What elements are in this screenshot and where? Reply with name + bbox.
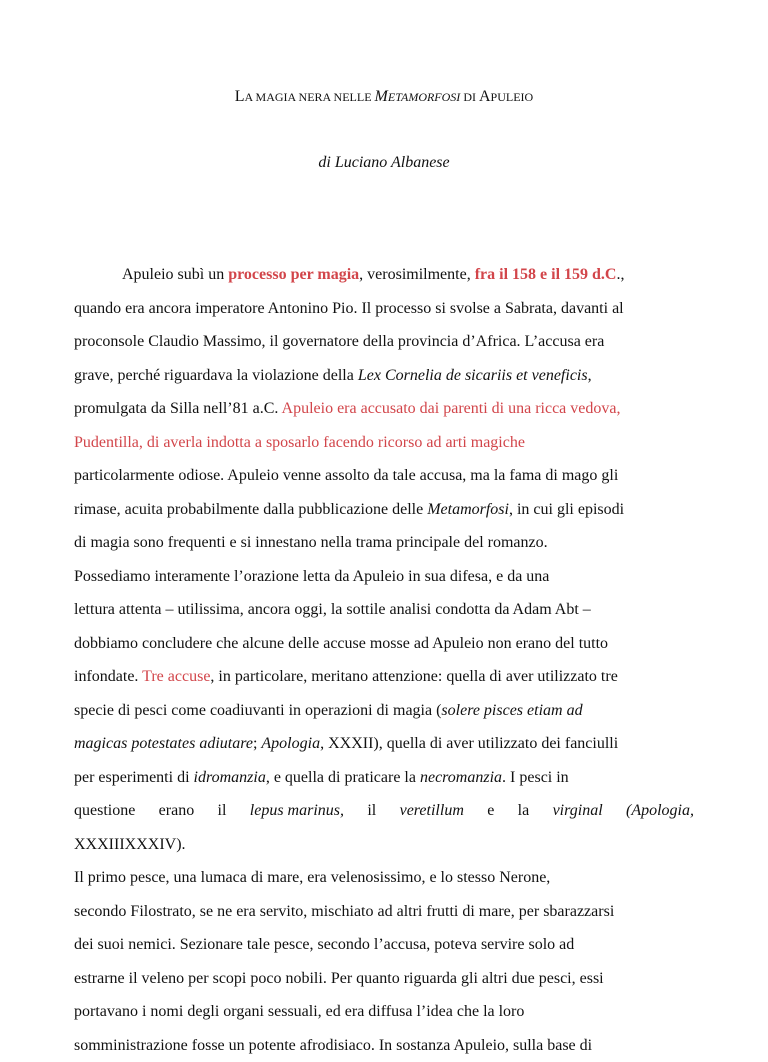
italic-text: necromanzia: [420, 769, 502, 786]
italic-text: solere pisces etiam ad: [441, 702, 582, 719]
text-span: infondate.: [74, 668, 142, 685]
text-line: secondo Filostrato, se ne era servito, mischiato ad altri frutti di mare, per sbarazzarsi: [74, 895, 714, 929]
text-span: ,: [588, 367, 592, 384]
text-span: grave, perché riguardava la violazione della: [74, 367, 358, 384]
text-span: , e quella di praticare la: [266, 769, 420, 786]
text-span: ;: [253, 735, 261, 752]
word: il: [218, 794, 227, 828]
highlighted-text: Apuleio era accusato dai parenti di una ricca vedova,: [282, 400, 621, 417]
text-line: somministrazione fosse un potente afrodisiaco. In sostanza Apuleio, sulla base di: [74, 1029, 714, 1062]
document-title: [0, 88, 768, 106]
text-span: , XXXII), quella di aver utilizzato dei fanciulli: [320, 735, 618, 752]
text-line: di magia sono frequenti e si innestano nella trama principale del romanzo.: [74, 526, 714, 560]
text-line: [74, 258, 714, 292]
document-author: di Luciano Albanese: [0, 154, 768, 172]
text-line: [74, 392, 714, 426]
italic-text: Metamorfosi: [427, 501, 509, 518]
text-line: dei suoi nemici. Sezionare tale pesce, secondo l’accusa, poteva servire solo ad: [74, 928, 714, 962]
text-line: lettura attenta – utilissima, ancora oggi, la sottile analisi condotta da Adam Abt –: [74, 593, 714, 627]
title-text: PULEIO: [491, 90, 534, 104]
text-line: [74, 761, 714, 795]
body-paragraph: [74, 258, 714, 1062]
text-span: per esperimenti di: [74, 769, 194, 786]
highlighted-text: processo per magia: [228, 266, 359, 283]
highlighted-text: Tre accuse: [142, 668, 210, 685]
text-span: , verosimilmente,: [359, 266, 475, 283]
text-span: Apuleio subì un: [122, 266, 228, 283]
title-text: A: [479, 88, 491, 105]
text-line: [74, 694, 714, 728]
title-text: ETAMORFOSI: [388, 90, 460, 104]
title-text: DI: [460, 90, 479, 104]
title-text: M: [375, 88, 388, 105]
text-line: [74, 359, 714, 393]
text-line: XXXIIIXXXIV).: [74, 828, 714, 862]
text-line: particolarmente odiose. Apuleio venne assolto da tale accusa, ma la fama di mago gli: [74, 459, 714, 493]
italic-word: virginal: [553, 794, 603, 828]
word: e: [487, 794, 494, 828]
title-text: L: [235, 88, 245, 105]
highlighted-text: fra il 158 e il 159 d.C: [475, 266, 617, 283]
italic-text: Lex Cornelia de sicariis et veneficis: [358, 367, 588, 384]
text-line: Pudentilla, di averla indotta a sposarlo facendo ricorso ad arti magiche: [74, 426, 714, 460]
text-line: proconsole Claudio Massimo, il governatore della provincia d’Africa. L’accusa era: [74, 325, 714, 359]
text-line: quando era ancora imperatore Antonino Pio. Il processo si svolse a Sabrata, davanti al: [74, 292, 714, 326]
text-line: Possediamo interamente l’orazione letta da Apuleio in sua difesa, e da una: [74, 560, 714, 594]
italic-word: lepus marinus,: [250, 794, 344, 828]
word: la: [518, 794, 530, 828]
text-line: dobbiamo concludere che alcune delle accuse mosse ad Apuleio non erano del tutto: [74, 627, 714, 661]
text-span: rimase, acuita probabilmente dalla pubblicazione delle: [74, 501, 427, 518]
text-span: .,: [616, 266, 624, 283]
word: questione: [74, 794, 135, 828]
text-line: Il primo pesce, una lumaca di mare, era velenosissimo, e lo stesso Nerone,: [74, 861, 714, 895]
italic-word: (Apologia,: [626, 794, 694, 828]
text-line: portavano i nomi degli organi sessuali, ed era diffusa l’idea che la loro: [74, 995, 714, 1029]
text-span: , in particolare, meritano attenzione: quella di aver utilizzato tre: [210, 668, 617, 685]
text-line: estrarne il veleno per scopi poco nobili. Per quanto riguarda gli altri due pesci, essi: [74, 962, 714, 996]
text-span: promulgata da Silla nell’81 a.C.: [74, 400, 282, 417]
text-span: , in cui gli episodi: [509, 501, 624, 518]
word: erano: [159, 794, 195, 828]
italic-text: idromanzia: [194, 769, 266, 786]
title-text: A MAGIA NERA NELLE: [245, 90, 375, 104]
text-span: . I pesci in: [502, 769, 569, 786]
text-line: [74, 794, 694, 828]
text-line: [74, 727, 714, 761]
text-line: [74, 660, 714, 694]
text-line: [74, 493, 714, 527]
word: il: [367, 794, 376, 828]
italic-word: veretillum: [400, 794, 464, 828]
text-span: specie di pesci come coadiuvanti in operazioni di magia (: [74, 702, 441, 719]
italic-text: magicas potestates adiutare: [74, 735, 253, 752]
italic-text: Apologia: [261, 735, 320, 752]
